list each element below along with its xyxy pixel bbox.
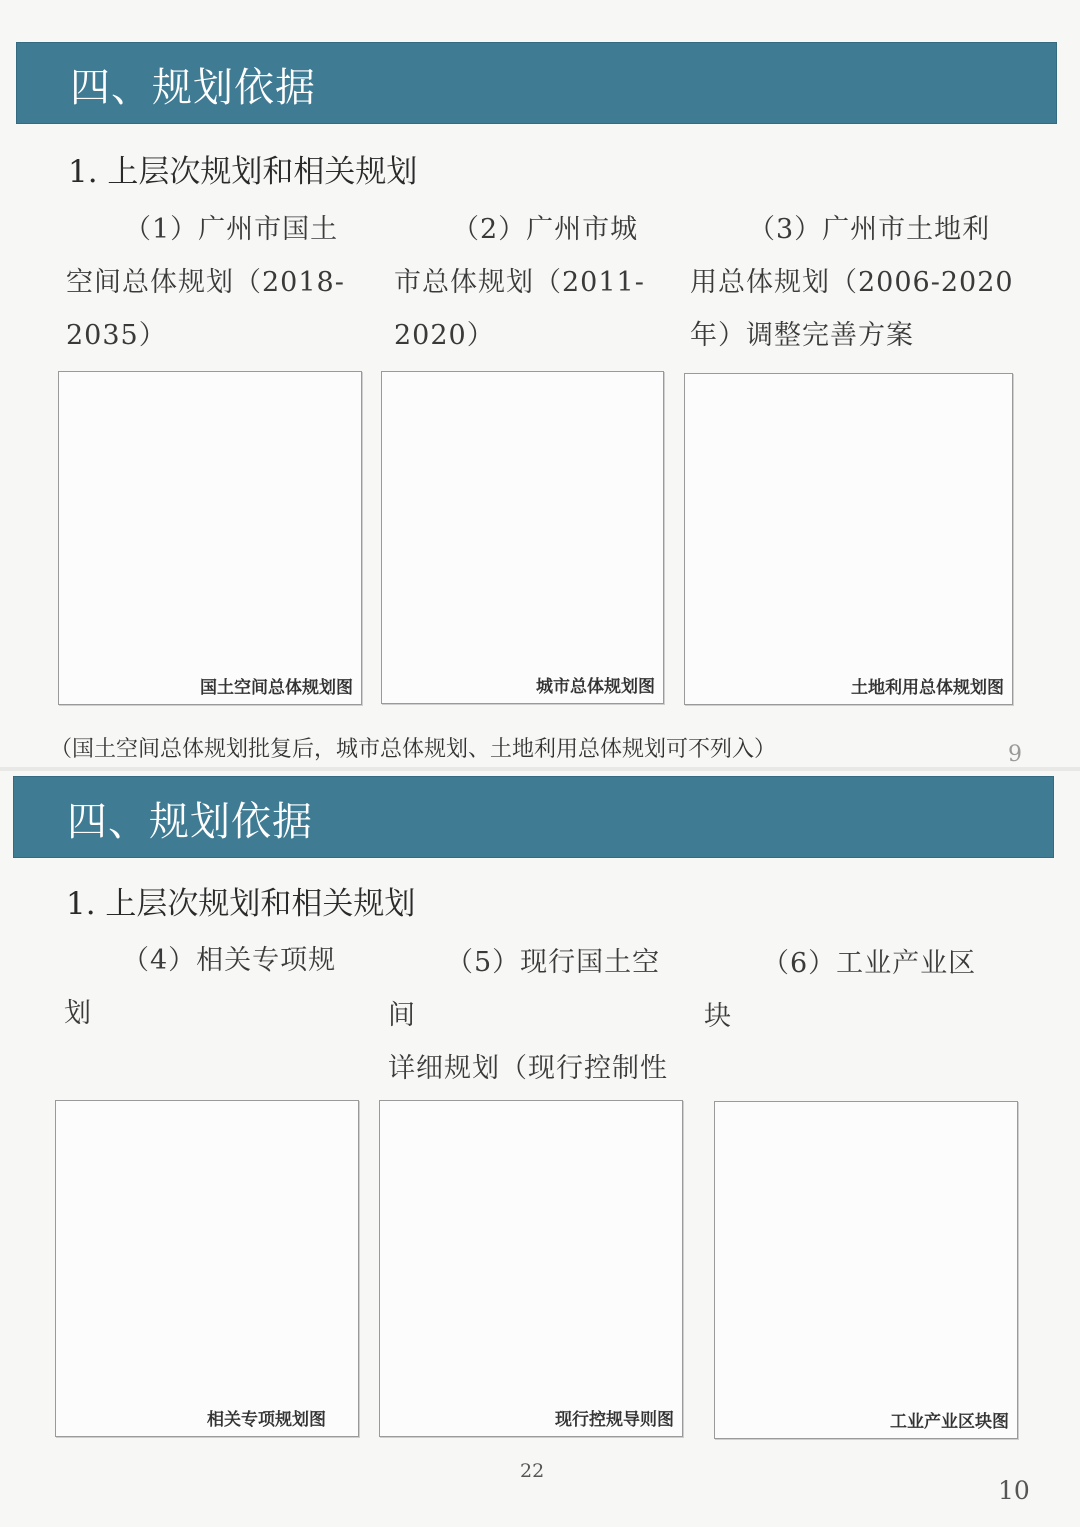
page-number: 10 xyxy=(998,1476,1030,1505)
plan-title-1 xyxy=(66,203,362,362)
figure-caption-6: 工业产业区块图 xyxy=(890,1412,1009,1432)
subsection-heading: 1. 上层次规划和相关规划 xyxy=(68,154,418,190)
figure-caption-3: 土地利用总体规划图 xyxy=(851,678,1004,698)
figure-caption-1: 国土空间总体规划图 xyxy=(200,678,353,698)
footnote: （国土空间总体规划批复后，城市总体规划、土地利用总体规划可不列入） xyxy=(50,737,777,762)
page-number: 9 xyxy=(1008,742,1022,767)
figure-frame-3 xyxy=(684,373,1013,705)
plan-title-1-rest: 空间总体规划（2018-2035） xyxy=(66,267,345,351)
figure-frame-1 xyxy=(58,371,362,705)
plan-title-6-line1: （6）工业产业区块 xyxy=(704,948,977,1032)
figure-frame-6 xyxy=(714,1101,1018,1439)
footer-number: 22 xyxy=(520,1460,545,1482)
page-10 xyxy=(0,770,1080,1527)
plan-title-4 xyxy=(64,934,364,1040)
plan-title-5-rest: 详细规划（现行控制性 xyxy=(388,1053,668,1084)
subsection-heading: 1. 上层次规划和相关规划 xyxy=(66,886,416,922)
figure-frame-5 xyxy=(379,1100,683,1437)
plan-title-1-line1: （1）广州市国土 xyxy=(124,214,339,245)
section-title: 四、规划依据 xyxy=(67,799,313,845)
section-banner xyxy=(16,42,1057,124)
plan-title-2-line1: （2）广州市城 xyxy=(452,214,639,245)
plan-title-3-rest: 用总体规划（2006-2020年）调整完善方案 xyxy=(690,267,1014,351)
section-banner xyxy=(13,776,1054,858)
section-title: 四、规划依据 xyxy=(70,65,316,111)
figure-frame-2 xyxy=(381,371,664,704)
plan-title-6 xyxy=(704,937,1004,1043)
plan-title-3-line1: （3）广州市土地利 xyxy=(748,214,991,245)
figure-frame-4 xyxy=(55,1100,359,1437)
figure-caption-2: 城市总体规划图 xyxy=(536,677,655,697)
figure-caption-5: 现行控规导则图 xyxy=(555,1410,674,1430)
figure-caption-4: 相关专项规划图 xyxy=(207,1410,326,1430)
plan-title-3 xyxy=(690,203,1020,362)
plan-title-2-rest: 市总体规划（2011-2020） xyxy=(394,267,645,351)
plan-title-2 xyxy=(394,203,664,362)
plan-title-5-line1: （5）现行国土空间 xyxy=(388,947,661,1031)
plan-title-4-line1: （4）相关专项规划 xyxy=(64,945,337,1029)
